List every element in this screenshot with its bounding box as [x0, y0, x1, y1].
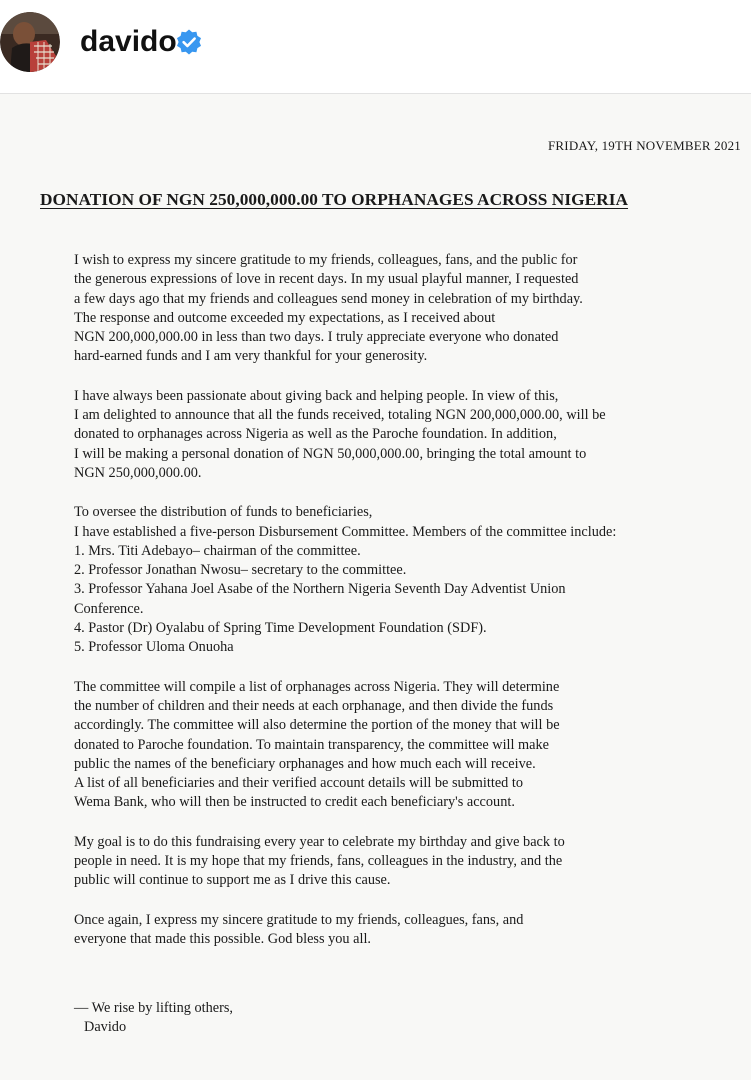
paragraph-donation [74, 387, 746, 483]
signoff-name: Davido [84, 1019, 127, 1036]
text-line: I have always been passionate about giving back and helping people. In view of this, [74, 387, 559, 404]
text-line: Once again, I express my sincere gratitude to my friends, colleagues, fans, and [74, 911, 524, 928]
letter-signoff [74, 999, 233, 1038]
letter-date: FRIDAY, 19TH NOVEMBER 2021 [547, 138, 741, 153]
text-line: To oversee the distribution of funds to beneficiaries, [74, 504, 373, 521]
committee-member: 1. Mrs. Titi Adebayo– chairman of the committee. [74, 542, 361, 559]
text-line: a few days ago that my friends and colleagues send money in celebration of my birthday. [74, 290, 583, 307]
committee-member: 2. Professor Jonathan Nwosu– secretary to the committee. [74, 562, 407, 579]
paragraph-committee [74, 503, 746, 657]
letter-body [74, 251, 746, 949]
text-line: public will continue to support me as I drive this cause. [74, 872, 391, 889]
text-line: NGN 200,000,000.00 in less than two days. I truly appreciate everyone who donated [74, 329, 559, 346]
text-line: hard-earned funds and I am very thankful for your generosity. [74, 348, 428, 365]
text-line: My goal is to do this fundraising every year to celebrate my birthday and give back to [74, 833, 565, 850]
text-line: the number of children and their needs at each orphanage, and then divide the funds [74, 697, 554, 714]
text-line: accordingly. The committee will also determine the portion of the money that will be [74, 717, 560, 734]
text-line: donated to orphanages across Nigeria as well as the Paroche foundation. In addition, [74, 426, 557, 443]
committee-member: 5. Professor Uloma Onuoha [74, 639, 234, 656]
text-line: I wish to express my sincere gratitude to my friends, colleagues, fans, and the public for [74, 252, 578, 268]
text-line: I will be making a personal donation of NGN 50,000,000.00, bringing the total amount to [74, 445, 587, 462]
committee-member: 3. Professor Yahana Joel Asabe of the Northern Nigeria Seventh Day Adventist Union [74, 581, 566, 598]
letter-title: DONATION OF NGN 250,000,000.00 TO ORPHANAGES ACROSS NIGERIA [40, 190, 629, 209]
committee-member: 4. Pastor (Dr) Oyalabu of Spring Time Development Foundation (SDF). [74, 620, 487, 637]
text-line: the generous expressions of love in recent days. In my usual playful manner, I requested [74, 271, 579, 288]
paragraph-gratitude [74, 251, 746, 367]
text-line: The committee will compile a list of orphanages across Nigeria. They will determine [74, 678, 560, 695]
paragraph-goal [74, 833, 746, 891]
text-line: A list of all beneficiaries and their verified account details will be submitted to [74, 775, 524, 792]
profile-photo-icon [0, 12, 60, 72]
avatar[interactable] [0, 12, 60, 72]
signoff-motto: — We rise by lifting others, [74, 1000, 234, 1016]
text-line: NGN 250,000,000.00. [74, 464, 202, 481]
verified-badge-icon [175, 28, 203, 56]
text-line: I have established a five-person Disbursement Committee. Members of the committee include: [74, 523, 617, 540]
text-line: public the names of the beneficiary orphanages and how much each will receive. [74, 755, 536, 772]
text-line: Wema Bank, who will then be instructed to credit each beneficiary's account. [74, 794, 515, 811]
text-line: everyone that made this possible. God bless you all. [74, 930, 372, 947]
text-line: people in need. It is my hope that my friends, fans, colleagues in the industry, and the [74, 853, 563, 870]
text-line: I am delighted to announce that all the funds received, totaling NGN 200,000,000.00, will be [74, 407, 606, 424]
paragraph-process [74, 678, 746, 813]
text-line: The response and outcome exceeded my expectations, as I received about [74, 309, 496, 326]
post-header [0, 0, 751, 88]
username[interactable]: davido [80, 25, 177, 58]
text-line: donated to Paroche foundation. To maintain transparency, the committee will make [74, 736, 550, 753]
letter-image [0, 94, 751, 1080]
paragraph-closing [74, 911, 746, 950]
committee-member: Conference. [74, 600, 144, 617]
